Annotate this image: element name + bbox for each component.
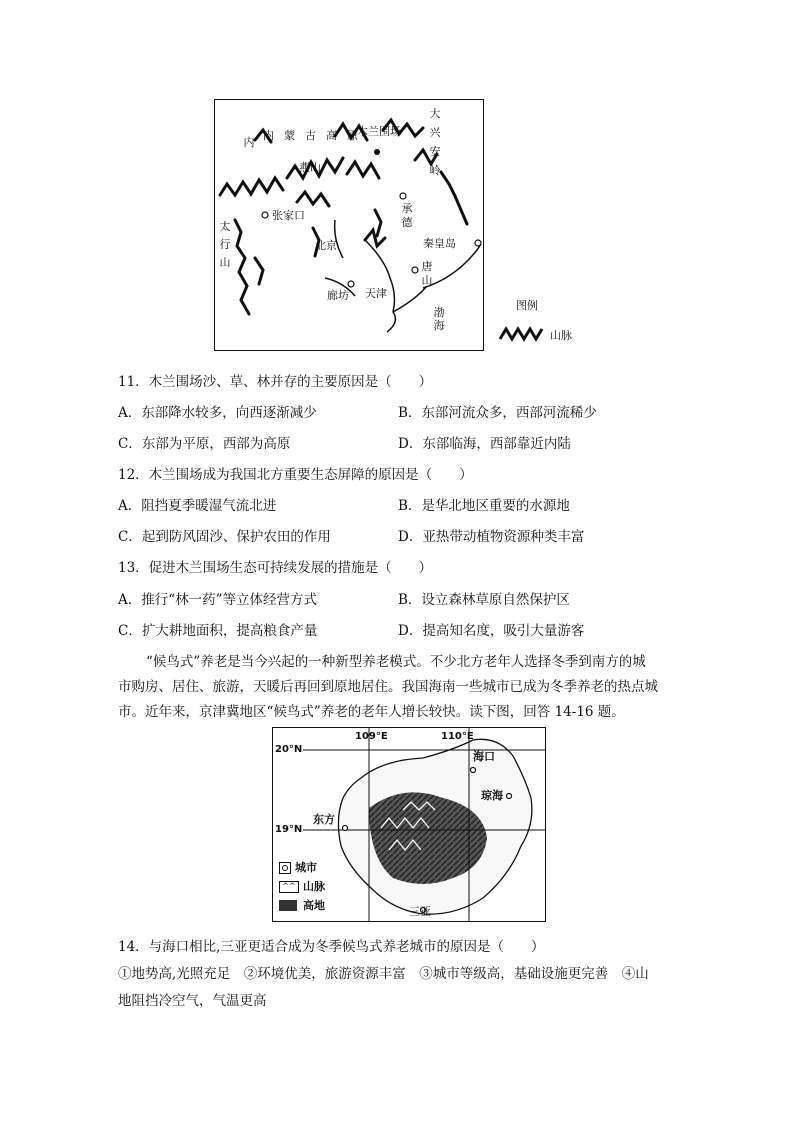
label-bohai: 渤海 [433, 306, 445, 332]
legend-city: 城市 [295, 861, 317, 874]
map1-legend-mountain: 山脉 [550, 329, 572, 342]
label-lon-109: 109°E [355, 731, 388, 742]
map1-legend-title: 图例 [516, 299, 538, 312]
q11-option-c: C．东部为平原，西部为高原 [118, 436, 291, 452]
label-daxinganling: 大兴安岭 [429, 107, 441, 177]
q12-option-a: A．阻挡夏季暖湿气流北进 [118, 498, 277, 514]
q12-stem: 12．木兰围场成为我国北方重要生态屏障的原因是（ ） [118, 467, 473, 483]
label-sanya: 三亚 [409, 905, 431, 918]
label-dongfang: 东方 [313, 813, 335, 826]
q11-option-d: D．东部临海，西部靠近内陆 [398, 436, 571, 452]
q12-option-d: D．亚热带动植物资源种类丰富 [398, 529, 585, 545]
label-beijing: 北京 [315, 239, 337, 252]
label-mulan: 木兰围场 [357, 125, 401, 138]
q13-option-a: A．推行“林一药”等立体经营方式 [118, 592, 318, 608]
label-chengde: 承德 [401, 202, 413, 229]
label-lat-19: 19°N [275, 824, 303, 835]
label-taihang: 太行山 [219, 220, 231, 269]
para-line-1: “候鸟式”养老是当今兴起的一种新型养老模式。不少北方老年人选择冬季到南方的城 [146, 654, 646, 670]
highland-legend-icon [279, 900, 297, 911]
q11-option-b: B．东部河流众多，西部河流稀少 [398, 405, 597, 421]
label-inner-mongolia-1: 内 [243, 136, 255, 149]
hainan-map [272, 727, 546, 922]
legend-mountain: 山脉 [303, 880, 325, 893]
legend-highland: 高地 [303, 899, 325, 912]
q13-option-d: D．提高知名度，吸引大量游客 [398, 623, 585, 639]
q14-line-1: ①地势高,光照充足 ②环境优美，旅游资源丰富 ③城市等级高，基础设施更完善 ④山 [118, 966, 649, 982]
q11-stem: 11．木兰围场沙、草、林并存的主要原因是（ ） [118, 374, 433, 390]
label-inner-mongolia: 内蒙古高原 [263, 129, 368, 142]
q13-stem: 13．促进木兰围场生态可持续发展的措施是（ ） [118, 560, 433, 576]
q12-option-b: B．是华北地区重要的水源地 [398, 498, 570, 514]
label-lon-110: 110°E [441, 731, 474, 742]
q14-line-2: 地阻挡冷空气，气温更高 [118, 993, 267, 1009]
label-yanshan: 燕山 [299, 161, 321, 174]
jingjinji-map [214, 99, 484, 351]
label-qionghai: 琼海 [481, 789, 503, 802]
label-zhangjiakou: 张家口 [272, 209, 305, 222]
q11-option-a: A．东部降水较多，向西逐渐减少 [118, 405, 317, 421]
label-lat-20: 20°N [275, 744, 303, 755]
q14-stem: 14．与海口相比,三亚更适合成为冬季候鸟式养老城市的原因是（ ） [118, 939, 545, 955]
para-line-3: 市。近年来，京津冀地区“候鸟式”养老的老年人增长较快。读下图，回答 14-16 题。 [118, 704, 625, 720]
q13-option-b: B．设立森林草原自然保护区 [398, 592, 570, 608]
label-haikou: 海口 [473, 750, 495, 763]
city-legend-icon [279, 862, 291, 874]
mountain-legend-icon [498, 323, 548, 343]
q12-option-c: C．起到防风固沙、保护农田的作用 [118, 529, 331, 545]
para-line-2: 市购房、居住、旅游，天暖后再回到原地居住。我国海南一些城市已成为冬季养老的热点城 [118, 679, 658, 695]
label-tangshan: 唐山 [421, 260, 433, 287]
q13-option-c: C．扩大耕地面积，提高粮食产量 [118, 623, 318, 639]
label-langfang: 廊坊 [327, 289, 349, 302]
label-qinhuangdao: 秦皇岛 [423, 237, 456, 250]
mountain-legend-icon-2: ^^ [279, 881, 299, 893]
label-tianjin: 天津 [365, 287, 387, 300]
